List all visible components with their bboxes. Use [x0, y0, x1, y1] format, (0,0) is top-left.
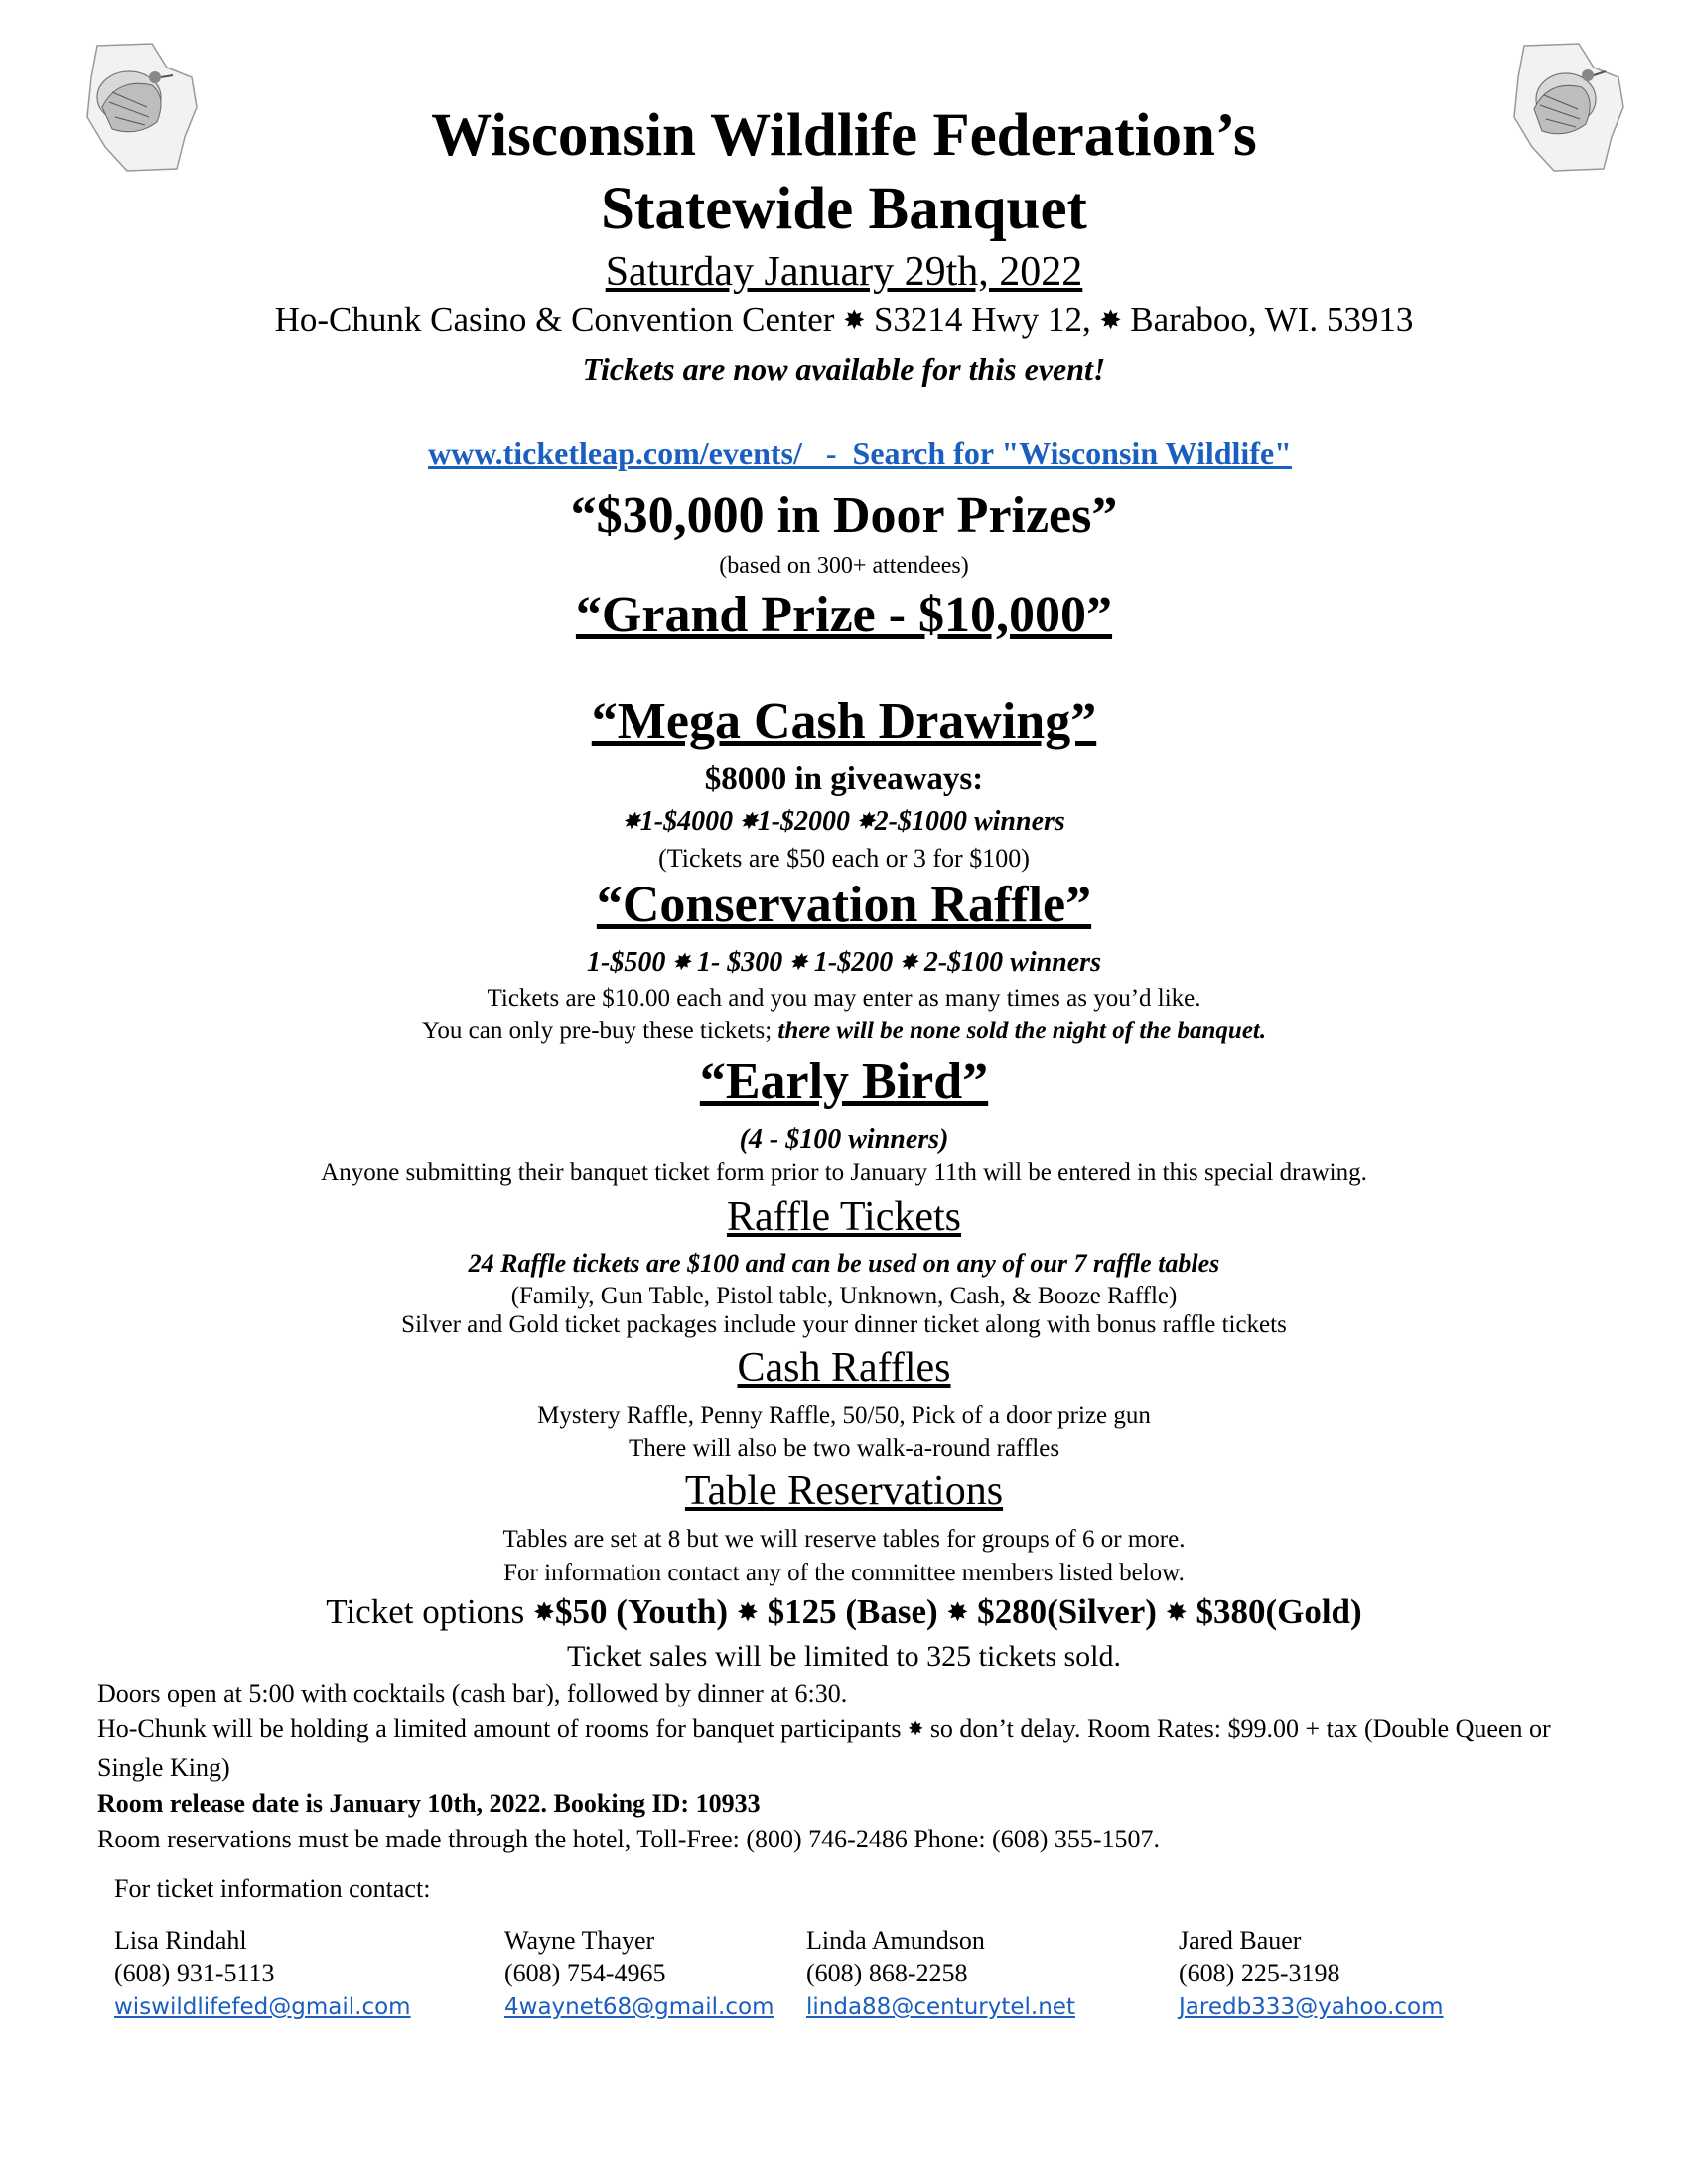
contact-card: [114, 1924, 411, 2024]
venue-name: Ho-Chunk Casino & Convention Center: [274, 300, 835, 339]
star-icon: ✸: [736, 1597, 759, 1627]
mega-winner-3: 2-$1000 winners: [874, 806, 1065, 837]
early-bird-winners: (4 - $100 winners): [739, 1124, 949, 1155]
contact-name: Jared Bauer: [1179, 1926, 1302, 1955]
contact-email-link[interactable]: linda88@centurytel.net: [806, 1994, 1075, 2020]
raffle-tickets-heading: Raffle Tickets: [726, 1194, 962, 1240]
contact-phone: (608) 931-5113: [114, 1959, 275, 1987]
star-icon: ✸: [1165, 1597, 1188, 1627]
conservation-raffle-heading: “Conservation Raffle”: [596, 877, 1092, 933]
cons-winner-3: 1-$200: [813, 947, 894, 978]
raffle-tickets-line-3: Silver and Gold ticket packages include your dinner ticket along with bonus raffle tickets: [401, 1311, 1287, 1338]
cash-raffles-heading: Cash Raffles: [737, 1345, 951, 1391]
contact-name: Wayne Thayer: [504, 1926, 655, 1955]
event-date: Saturday January 29th, 2022: [605, 249, 1083, 295]
table-reservations-line-2: For information contact any of the committee members listed below.: [503, 1560, 1185, 1586]
mega-cash-winners: [0, 806, 1688, 838]
contact-card: [806, 1924, 1075, 2024]
cons-winner-4: 2-$100 winners: [923, 947, 1101, 978]
cons-winner-2: 1- $300: [696, 947, 783, 978]
contact-email-link[interactable]: Jaredb333@yahoo.com: [1179, 1994, 1444, 2020]
ticket-option-silver: $280(Silver): [977, 1592, 1157, 1631]
table-reservations-heading: Table Reservations: [684, 1468, 1004, 1514]
contact-phone: (608) 868-2258: [806, 1959, 968, 1987]
rooms-line: [97, 1711, 1607, 1786]
cash-raffles-line-1: Mystery Raffle, Penny Raffle, 50/50, Pick of a door prize gun: [537, 1402, 1151, 1429]
star-icon: ✸: [857, 809, 875, 834]
door-prizes-note: (based on 300+ attendees): [719, 553, 969, 579]
details-block: [97, 1676, 1607, 1857]
ticket-options-line: [0, 1592, 1688, 1632]
ticket-option-gold: $380(Gold): [1196, 1592, 1362, 1631]
ticket-option-base: $125 (Base): [767, 1592, 938, 1631]
conservation-line-2a: You can only pre-buy these tickets;: [421, 1018, 778, 1044]
ticket-link[interactable]: www.ticketleap.com/events/ - Search for "Wisconsin Wildlife": [428, 435, 1292, 471]
conservation-line-2: [0, 1018, 1688, 1045]
tickets-available: Tickets are now available for this event!: [582, 351, 1106, 387]
raffle-tickets-line-1: 24 Raffle tickets are $100 and can be used on any of our 7 raffle tables: [468, 1249, 1220, 1278]
contact-name: Linda Amundson: [806, 1926, 985, 1955]
raffle-tickets-line-2: (Family, Gun Table, Pistol table, Unknown, Cash, & Booze Raffle): [510, 1283, 1178, 1309]
venue-city: Baraboo, WI. 53913: [1130, 300, 1414, 339]
star-icon: ✸: [740, 809, 758, 834]
venue-address: S3214 Hwy 12,: [873, 300, 1091, 339]
conservation-winners: [0, 947, 1688, 979]
grand-prize-heading: “Grand Prize - $10,000”: [575, 587, 1113, 643]
cons-winner-1: 1-$500: [587, 947, 666, 978]
conservation-line-1: Tickets are $10.00 each and you may enter as many times as you’d like.: [487, 985, 1201, 1012]
rooms-line-a: Ho-Chunk will be holding a limited amount of rooms for banquet participants: [97, 1714, 908, 1743]
early-bird-line: Anyone submitting their banquet ticket form prior to January 11th will be entered in this special drawing.: [321, 1160, 1367, 1186]
conservation-line-2b: there will be none sold the night of the banquet.: [777, 1018, 1267, 1044]
star-icon: ✸: [907, 1719, 924, 1741]
contact-card: [504, 1924, 774, 2024]
title-line-2: Statewide Banquet: [601, 176, 1087, 242]
ticket-limit: Ticket sales will be limited to 325 tickets sold.: [566, 1640, 1122, 1673]
star-icon: ✸: [789, 950, 807, 975]
table-reservations-line-1: Tables are set at 8 but we will reserve tables for groups of 6 or more.: [502, 1526, 1186, 1553]
contacts-intro: For ticket information contact:: [114, 1874, 431, 1903]
title-line-1: Wisconsin Wildlife Federation’s: [431, 102, 1257, 169]
door-prizes-heading: “$30,000 in Door Prizes”: [570, 487, 1118, 544]
mega-winner-2: 1-$2000: [757, 806, 851, 837]
venue-line: [0, 300, 1688, 340]
star-icon: ✸: [1099, 305, 1122, 335]
contact-email-link[interactable]: 4waynet68@gmail.com: [504, 1994, 774, 2020]
star-icon: ✸: [623, 809, 640, 834]
mega-cash-heading: “Mega Cash Drawing”: [591, 693, 1097, 750]
mega-cash-subheading: $8000 in giveaways:: [704, 761, 984, 797]
star-icon: ✸: [900, 950, 917, 975]
contact-email-link[interactable]: wiswildlifefed@gmail.com: [114, 1994, 411, 2020]
contact-name: Lisa Rindahl: [114, 1926, 247, 1955]
star-icon: ✸: [533, 1597, 556, 1627]
contact-card: [1179, 1924, 1444, 2024]
star-icon: ✸: [843, 305, 866, 335]
star-icon: ✸: [672, 950, 690, 975]
room-reservations-line: Room reservations must be made through the hotel, Toll-Free: (800) 746-2486 Phone: (608) 355-1507.: [97, 1825, 1161, 1853]
mega-winner-1: 1-$4000: [639, 806, 734, 837]
ticket-option-youth: $50 (Youth): [555, 1592, 729, 1631]
rooms-line-b: so don’t delay. Room Rates: $99.00 + tax (Double Queen or Single King): [97, 1714, 1551, 1782]
room-release-line: Room release date is January 10th, 2022. Booking ID: 10933: [97, 1789, 761, 1818]
contact-phone: (608) 225-3198: [1179, 1959, 1340, 1987]
star-icon: ✸: [946, 1597, 969, 1627]
ticket-options-label: Ticket options: [326, 1592, 534, 1631]
cash-raffles-line-2: There will also be two walk-a-round raffles: [628, 1435, 1060, 1462]
early-bird-heading: “Early Bird”: [699, 1053, 989, 1110]
doors-open-line: Doors open at 5:00 with cocktails (cash bar), followed by dinner at 6:30.: [97, 1679, 848, 1707]
mega-cash-note: (Tickets are $50 each or 3 for $100): [658, 844, 1030, 873]
contact-phone: (608) 754-4965: [504, 1959, 666, 1987]
